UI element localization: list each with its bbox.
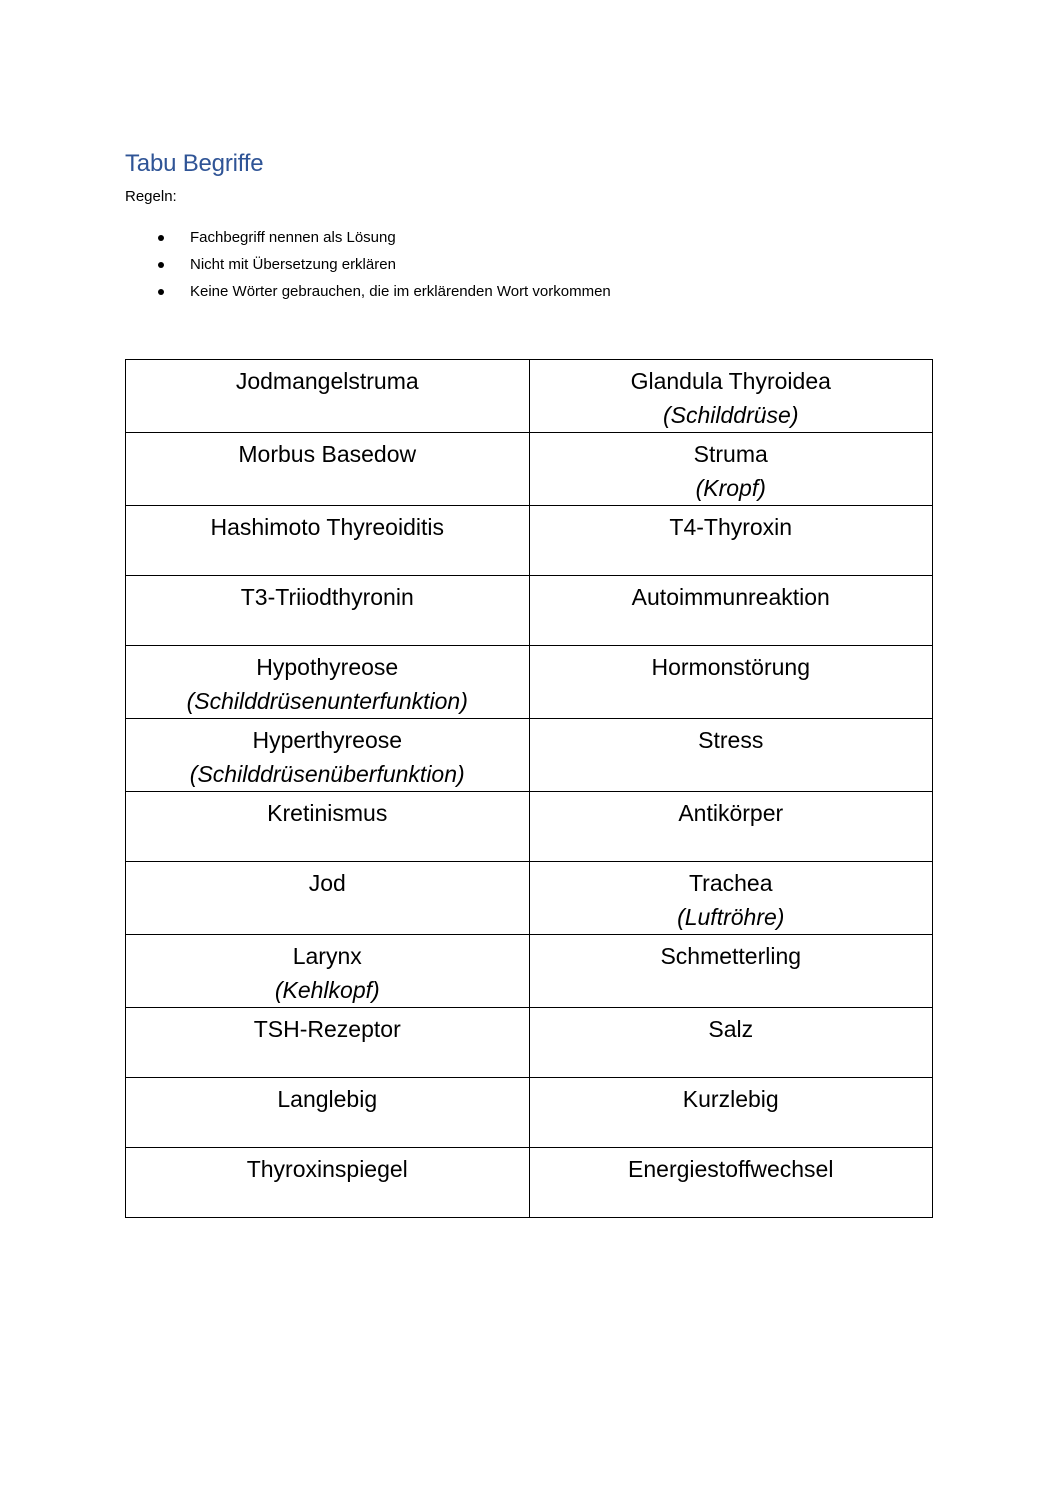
term-cell-right — [529, 935, 933, 1008]
rules-list — [125, 228, 611, 309]
term-cell-right — [529, 646, 933, 719]
term-translation: (Kehlkopf) — [274, 977, 380, 1003]
term-text: TSH-Rezeptor — [253, 1016, 401, 1042]
term-text: Langlebig — [277, 1086, 378, 1112]
rule-item — [125, 282, 611, 309]
table-row — [126, 646, 933, 719]
term-cell-right — [529, 506, 933, 576]
rule-text: Nicht mit Übersetzung erklären — [190, 256, 396, 273]
term-cell-right — [529, 360, 933, 433]
term-translation: (Schilddrüse) — [663, 402, 799, 428]
table-row — [126, 792, 933, 862]
table-row — [126, 576, 933, 646]
term-translation: (Luftröhre) — [677, 904, 785, 930]
term-cell-left — [126, 719, 530, 792]
term-text: Struma — [693, 441, 768, 467]
table-row — [126, 1008, 933, 1078]
bullet-icon — [158, 289, 164, 295]
term-cell-right — [529, 1078, 933, 1148]
rule-text: Fachbegriff nennen als Lösung — [190, 229, 396, 246]
term-text: T3-Triiodthyronin — [240, 584, 414, 610]
term-cell-right — [529, 576, 933, 646]
term-text: Hyperthyreose — [252, 727, 403, 753]
term-text: Stress — [698, 727, 764, 753]
term-text: Jod — [308, 870, 346, 896]
term-translation: (Kropf) — [695, 475, 766, 501]
term-text: Salz — [708, 1016, 754, 1042]
table-row — [126, 360, 933, 433]
term-text: Larynx — [292, 943, 362, 969]
term-cell-left — [126, 1078, 530, 1148]
term-cell-left — [126, 506, 530, 576]
table-row — [126, 1148, 933, 1218]
term-text: Glandula Thyroidea — [630, 368, 831, 394]
term-cell-left — [126, 646, 530, 719]
term-text: Antikörper — [678, 800, 784, 826]
term-cell-left — [126, 433, 530, 506]
terms-table-body — [126, 360, 933, 1218]
term-cell-left — [126, 1148, 530, 1218]
rule-item — [125, 255, 611, 282]
term-cell-left — [126, 935, 530, 1008]
term-text: Hashimoto Thyreoiditis — [210, 514, 444, 540]
term-cell-right — [529, 433, 933, 506]
term-text: Hypothyreose — [256, 654, 399, 680]
term-text: Energiestoffwechsel — [628, 1156, 834, 1182]
term-text: Hormonstörung — [651, 654, 811, 680]
term-text: Kurzlebig — [682, 1086, 779, 1112]
term-cell-left — [126, 576, 530, 646]
term-text: T4-Thyroxin — [669, 514, 793, 540]
term-translation: (Schilddrüsenunterfunktion) — [186, 688, 468, 714]
table-row — [126, 935, 933, 1008]
bullet-icon — [158, 235, 164, 241]
terms-table — [125, 359, 933, 1218]
term-cell-right — [529, 1148, 933, 1218]
term-cell-left — [126, 792, 530, 862]
term-text: Trachea — [688, 870, 773, 896]
term-cell-right — [529, 862, 933, 935]
term-cell-right — [529, 792, 933, 862]
term-cell-left — [126, 1008, 530, 1078]
term-cell-right — [529, 1008, 933, 1078]
table-row — [126, 862, 933, 935]
rule-item — [125, 228, 611, 255]
term-text: Thyroxinspiegel — [246, 1156, 408, 1182]
table-row — [126, 719, 933, 792]
term-text: Jodmangelstruma — [235, 368, 419, 394]
term-text: Autoimmunreaktion — [631, 584, 830, 610]
rule-text: Keine Wörter gebrauchen, die im erklärenden Wort vorkommen — [190, 283, 611, 300]
term-text: Kretinismus — [267, 800, 388, 826]
bullet-icon — [158, 262, 164, 268]
table-row — [126, 1078, 933, 1148]
term-text: Morbus Basedow — [238, 441, 417, 467]
table-row — [126, 433, 933, 506]
rules-label: Regeln: — [125, 188, 177, 205]
table-row — [126, 506, 933, 576]
term-translation: (Schilddrüsenüberfunktion) — [189, 761, 465, 787]
term-text: Schmetterling — [660, 943, 802, 969]
term-cell-left — [126, 360, 530, 433]
term-cell-left — [126, 862, 530, 935]
page-title: Tabu Begriffe — [125, 150, 264, 177]
term-cell-right — [529, 719, 933, 792]
